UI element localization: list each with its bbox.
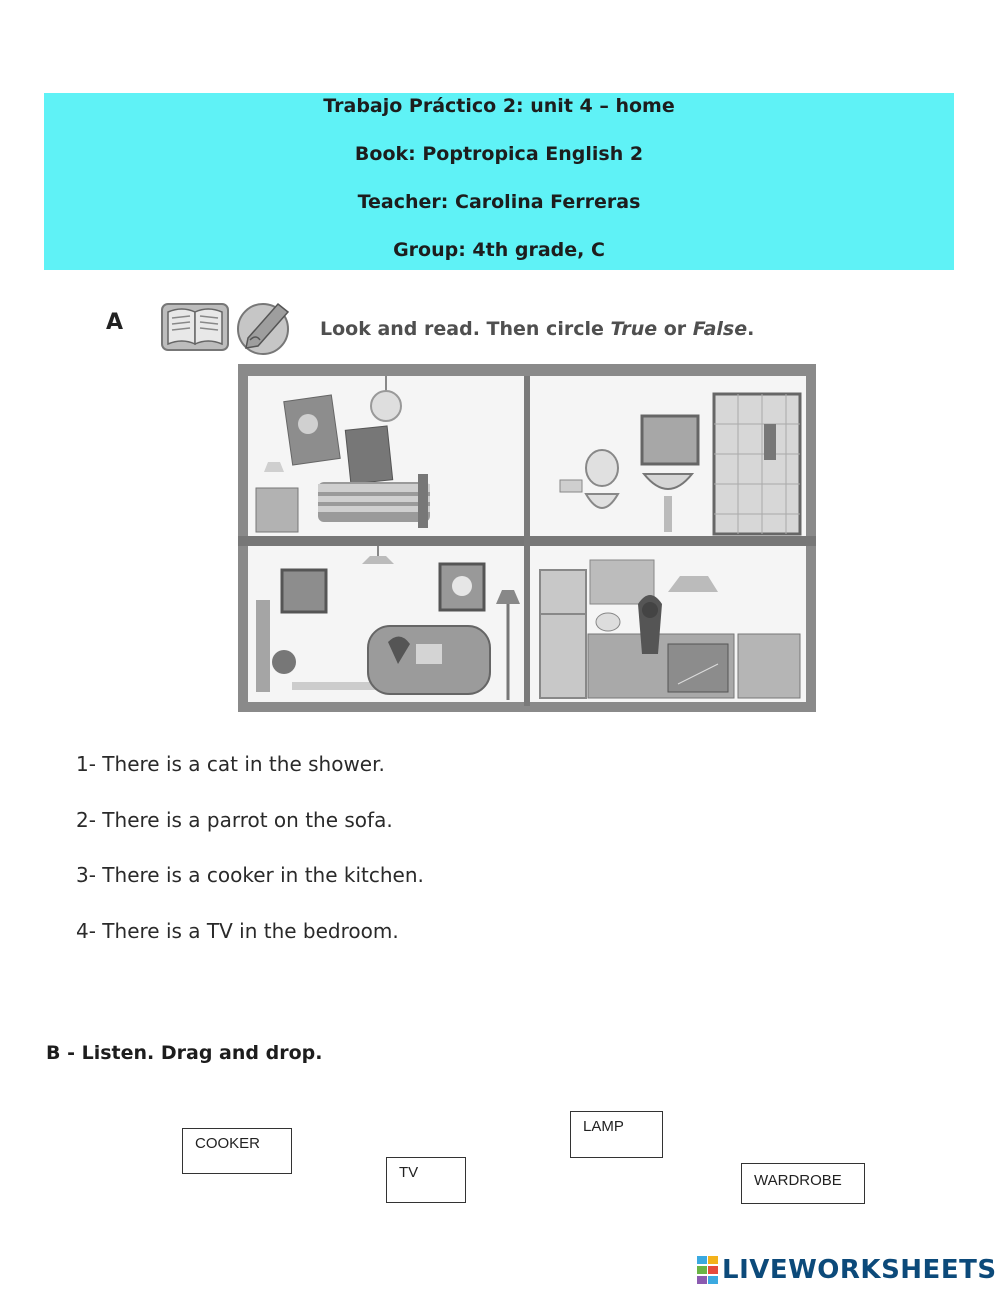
instruction-text bbox=[320, 318, 754, 340]
teacher-name: Teacher: Carolina Ferreras bbox=[357, 191, 641, 213]
drag-word-lamp[interactable]: LAMP bbox=[570, 1111, 663, 1158]
drag-word-cooker[interactable]: COOKER bbox=[182, 1128, 292, 1174]
bathroom-room bbox=[524, 376, 806, 536]
section-a-label: A bbox=[106, 310, 124, 335]
section-b-title: B - Listen. Drag and drop. bbox=[46, 1042, 323, 1064]
instruction-main: Look and read. Then circle bbox=[320, 318, 611, 340]
bedroom-room bbox=[248, 376, 524, 536]
header-banner bbox=[44, 93, 954, 270]
liveworksheets-logo bbox=[697, 1252, 997, 1288]
statement-item: 3- There is a cooker in the kitchen. bbox=[76, 863, 424, 887]
instruction-icons bbox=[160, 296, 305, 356]
book-name: Book: Poptropica English 2 bbox=[354, 143, 644, 165]
instruction-or-word: or bbox=[657, 318, 693, 340]
group-name: Group: 4th grade, C bbox=[393, 239, 605, 261]
drag-word-wardrobe[interactable]: WARDROBE bbox=[741, 1163, 865, 1204]
instruction-false-word: False bbox=[692, 318, 748, 340]
house-illustration bbox=[238, 364, 816, 712]
logo-blocks-icon bbox=[697, 1256, 719, 1284]
statement-item: 4- There is a TV in the bedroom. bbox=[76, 919, 399, 943]
pencil-icon bbox=[238, 304, 288, 354]
instruction-period: . bbox=[747, 318, 755, 340]
instruction-true-word: True bbox=[610, 318, 658, 340]
statement-item: 2- There is a parrot on the sofa. bbox=[76, 808, 393, 832]
book-icon bbox=[162, 304, 228, 350]
drag-word-tv[interactable]: TV bbox=[386, 1157, 466, 1203]
kitchen-room bbox=[524, 546, 806, 702]
statement-item: 1- There is a cat in the shower. bbox=[76, 752, 385, 776]
worksheet-title: Trabajo Práctico 2: unit 4 – home bbox=[323, 95, 675, 117]
living-room bbox=[248, 546, 524, 702]
logo-text: LIVEWORKSHEETS bbox=[722, 1255, 997, 1285]
